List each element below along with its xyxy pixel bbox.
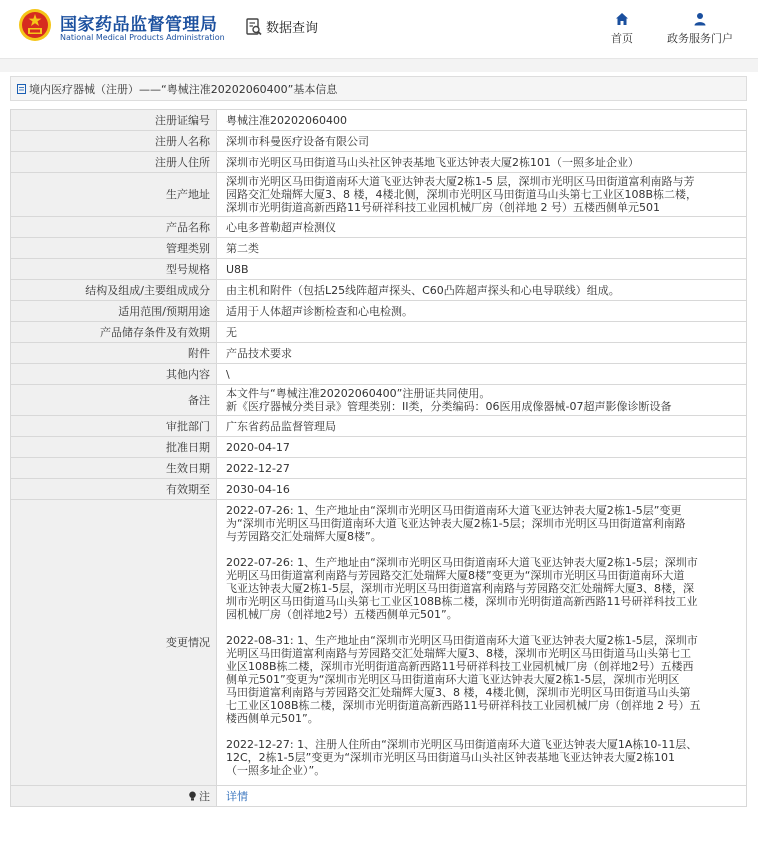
change-line: 2022-07-26: 1、生产地址由“深圳市光明区马田街道南环大道飞亚达钟表大厦2栋1-5层”变更 bbox=[226, 504, 682, 517]
field-value: 适用于人体超声诊断检查和心电检测。 bbox=[217, 301, 747, 322]
nav-home-label: 首页 bbox=[611, 32, 633, 45]
note-label-cell bbox=[11, 786, 217, 807]
field-label: 生产地址 bbox=[11, 173, 217, 217]
field-label: 产品名称 bbox=[11, 217, 217, 238]
data-query-label: 数据查询 bbox=[266, 21, 319, 36]
value-line: 本文件与“粤械注准20202060400”注册证共同使用。 bbox=[226, 387, 491, 400]
field-label: 附件 bbox=[11, 343, 217, 364]
field-label: 审批部门 bbox=[11, 416, 217, 437]
table-row bbox=[11, 322, 747, 343]
record-title: 境内医疗器械（注册）——“粤械注准20202060400”基本信息 bbox=[29, 82, 338, 96]
table-row bbox=[11, 110, 747, 131]
value-line: 深圳市光明街道高新西路11号研祥科技工业园机械厂房（创祥地 2 号）五楼西侧单元501 bbox=[226, 201, 660, 214]
field-label: 变更情况 bbox=[11, 500, 217, 786]
change-entry bbox=[226, 504, 742, 543]
field-value bbox=[217, 385, 747, 416]
note-value bbox=[217, 786, 747, 807]
details-link[interactable]: 详情 bbox=[226, 789, 248, 803]
field-value: \ bbox=[217, 364, 747, 385]
change-line: 2022-07-26: 1、生产地址由“深圳市光明区马田街道南环大道飞亚达钟表大厦2栋1-5层；深圳市 bbox=[226, 556, 698, 569]
field-value: 粤械注准20202060400 bbox=[217, 110, 747, 131]
change-line: 飞亚达钟表大厦2栋1-5层，深圳市光明区马田街道富利南路与芳园路交汇处瑞辉大厦3、8楼，深 bbox=[226, 582, 694, 595]
change-line: 为“深圳市光明区马田街道南环大道飞亚达钟表大厦2栋1-5层；深圳市光明区马田街道富利南路 bbox=[226, 517, 686, 530]
value-line: 园路交汇处瑞辉大厦3、8 楼，4楼北侧，深圳市光明区马田街道马山头第七工业区108B栋二楼， bbox=[226, 188, 698, 201]
site-header bbox=[0, 0, 758, 58]
data-query-link[interactable] bbox=[246, 17, 318, 36]
field-value: 2022-12-27 bbox=[217, 458, 747, 479]
change-line: 2022-12-27: 1、注册人住所由“深圳市光明区马田街道南环大道飞亚达钟表大厦1A栋10-11层、 bbox=[226, 738, 698, 751]
document-icon bbox=[17, 84, 26, 94]
change-line: 楼西侧单元501”。 bbox=[226, 712, 319, 725]
note-row bbox=[11, 786, 747, 807]
document-search-icon bbox=[246, 18, 262, 36]
change-history-row bbox=[11, 500, 747, 786]
user-icon bbox=[693, 12, 707, 26]
field-value: 2020-04-17 bbox=[217, 437, 747, 458]
table-row bbox=[11, 259, 747, 280]
change-line: 七工业区108B栋二楼，深圳市光明街道高新西路11号研祥科技工业园机械厂房（创祥地 2 号）五 bbox=[226, 699, 701, 712]
field-value: U8B bbox=[217, 259, 747, 280]
registration-detail-table bbox=[10, 109, 747, 807]
table-row bbox=[11, 131, 747, 152]
bulb-icon bbox=[188, 791, 197, 801]
site-title-en[interactable]: National Medical Products Administration bbox=[60, 33, 225, 42]
national-emblem-icon[interactable] bbox=[18, 8, 52, 42]
field-value: 无 bbox=[217, 322, 747, 343]
table-row bbox=[11, 479, 747, 500]
field-label: 管理类别 bbox=[11, 238, 217, 259]
field-value bbox=[217, 173, 747, 217]
change-line: （一照多址企业）”。 bbox=[226, 764, 326, 777]
field-value: 产品技术要求 bbox=[217, 343, 747, 364]
change-line: 业区108B栋二楼，深圳市光明街道高新西路11号研祥科技工业园机械厂房（创祥地2号）五楼西 bbox=[226, 660, 694, 673]
site-title-cn[interactable]: 国家药品监督管理局 bbox=[60, 15, 218, 35]
change-entry bbox=[226, 634, 742, 725]
note-label: 注 bbox=[199, 789, 210, 803]
change-line: 侧单元501”变更为“深圳市光明区马田街道南环大道飞亚达钟表大厦2栋1-5层，深圳市光明区 bbox=[226, 673, 680, 686]
change-line: 马田街道富利南路与芳园路交汇处瑞辉大厦3、8 楼，4楼北侧，深圳市光明区马田街道马山头第 bbox=[226, 686, 691, 699]
record-title-bar bbox=[10, 76, 747, 101]
field-value: 第二类 bbox=[217, 238, 747, 259]
change-history-value bbox=[217, 500, 747, 786]
change-line: 园机械厂房（创祥地2号）五楼西侧单元501”。 bbox=[226, 608, 458, 621]
field-value: 2030-04-16 bbox=[217, 479, 747, 500]
field-value: 广东省药品监督管理局 bbox=[217, 416, 747, 437]
table-row bbox=[11, 364, 747, 385]
table-row bbox=[11, 280, 747, 301]
home-icon bbox=[615, 12, 629, 26]
value-line: 新《医疗器械分类目录》管理类别：II类，分类编码：06医用成像器械-07超声影像诊断设备 bbox=[226, 400, 672, 413]
value-line: 深圳市光明区马田街道南环大道飞亚达钟表大厦2栋1-5 层，深圳市光明区马田街道富利南路与芳 bbox=[226, 175, 695, 188]
field-label: 其他内容 bbox=[11, 364, 217, 385]
field-label: 备注 bbox=[11, 385, 217, 416]
field-label: 适用范围/预期用途 bbox=[11, 301, 217, 322]
field-value: 心电多普勒超声检测仪 bbox=[217, 217, 747, 238]
field-label: 产品储存条件及有效期 bbox=[11, 322, 217, 343]
field-label: 型号规格 bbox=[11, 259, 217, 280]
change-line: 圳市光明区马田街道马山头第七工业区108B栋二楼，深圳市光明街道高新西路11号研祥科技工业 bbox=[226, 595, 698, 608]
field-label: 注册证编号 bbox=[11, 110, 217, 131]
table-row bbox=[11, 416, 747, 437]
table-row bbox=[11, 238, 747, 259]
table-row bbox=[11, 385, 747, 416]
change-entry bbox=[226, 556, 742, 621]
field-label: 批准日期 bbox=[11, 437, 217, 458]
field-label: 注册人住所 bbox=[11, 152, 217, 173]
field-label: 结构及组成/主要组成成分 bbox=[11, 280, 217, 301]
table-row bbox=[11, 458, 747, 479]
table-row bbox=[11, 217, 747, 238]
nav-service-portal[interactable] bbox=[660, 12, 740, 46]
table-row bbox=[11, 437, 747, 458]
table-row bbox=[11, 173, 747, 217]
change-line: 2022-08-31: 1、生产地址由“深圳市光明区马田街道南环大道飞亚达钟表大厦2栋1-5层，深圳市 bbox=[226, 634, 698, 647]
change-line: 光明区马田街道富利南路与芳园路交汇处瑞辉大厦3、8楼，深圳市光明区马田街道马山头第七工 bbox=[226, 647, 691, 660]
table-row bbox=[11, 152, 747, 173]
field-label: 生效日期 bbox=[11, 458, 217, 479]
change-line: 与芳园路交汇处瑞辉大厦8楼”。 bbox=[226, 530, 382, 543]
nav-home[interactable] bbox=[604, 12, 640, 46]
field-value: 深圳市光明区马田街道马山头社区钟表基地飞亚达钟表大厦2栋101（一照多址企业） bbox=[217, 152, 747, 173]
change-entry bbox=[226, 738, 742, 777]
field-value: 深圳市科曼医疗设备有限公司 bbox=[217, 131, 747, 152]
table-row bbox=[11, 301, 747, 322]
change-line: 光明区马田街道富利南路与芳园路交汇处瑞辉大厦8楼”变更为“深圳市光明区马田街道南环大道 bbox=[226, 569, 685, 582]
field-label: 注册人名称 bbox=[11, 131, 217, 152]
nav-portal-label: 政务服务门户 bbox=[667, 32, 733, 45]
change-line: 12C，2栋1-5层”变更为“深圳市光明区马田街道马山头社区钟表基地飞亚达钟表大厦2栋101 bbox=[226, 751, 676, 764]
header-divider bbox=[0, 58, 758, 72]
table-row bbox=[11, 343, 747, 364]
field-value: 由主机和附件（包括L25线阵超声探头、C60凸阵超声探头和心电导联线）组成。 bbox=[217, 280, 747, 301]
field-label: 有效期至 bbox=[11, 479, 217, 500]
